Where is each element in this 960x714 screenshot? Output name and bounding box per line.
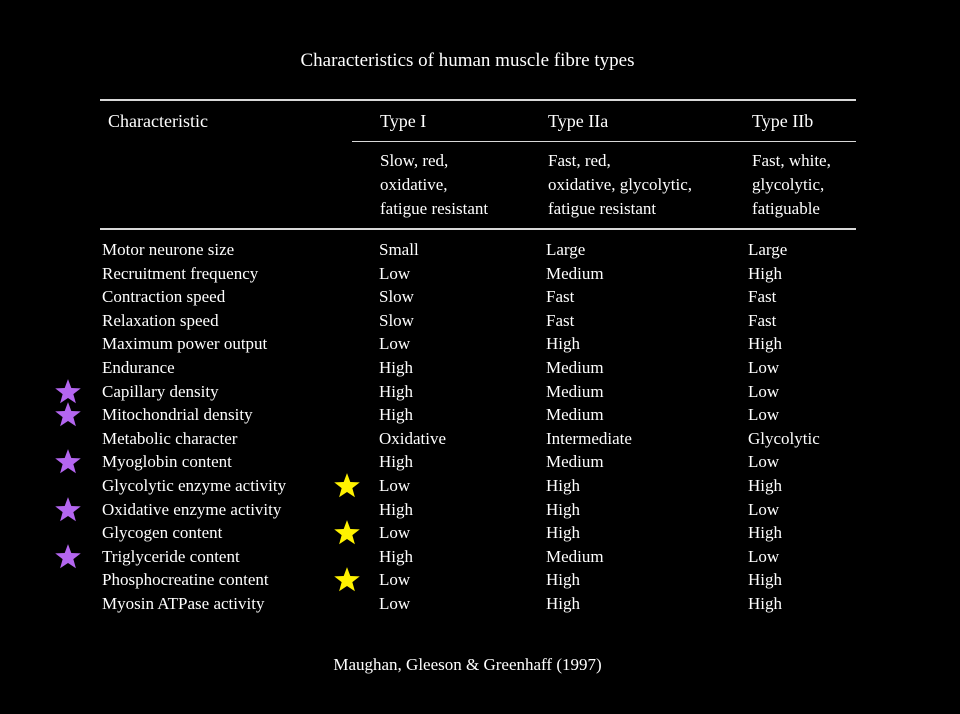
cell-type-2a: Medium — [546, 547, 604, 566]
cell-type-2a: High — [546, 594, 580, 613]
subheader-type-2a — [548, 149, 692, 221]
cell-characteristic: Glycolytic enzyme activity — [102, 476, 287, 495]
table-row — [0, 474, 960, 498]
cell-type-1: High — [379, 500, 413, 519]
cell-type-2b: High — [748, 594, 782, 613]
glycolytic-marker-star-icon — [333, 519, 361, 547]
table-row — [0, 545, 960, 569]
oxidative-marker-star-icon — [54, 401, 82, 429]
cell-type-2a: Fast — [546, 287, 575, 306]
cell-type-2a: High — [546, 570, 580, 589]
cell-type-2b: Fast — [748, 311, 777, 330]
oxidative-marker-star-icon — [54, 543, 82, 571]
cell-type-2a: Medium — [546, 452, 604, 471]
table-row — [0, 568, 960, 592]
header-type-2a: Type IIa — [548, 111, 609, 131]
cell-type-2a: Fast — [546, 311, 575, 330]
table-row — [0, 403, 960, 427]
cell-type-2a: Intermediate — [546, 429, 632, 448]
cell-type-2b: High — [748, 264, 782, 283]
header-type-2b: Type IIb — [752, 111, 814, 131]
cell-characteristic: Metabolic character — [102, 429, 238, 448]
header-characteristic: Characteristic — [108, 111, 208, 131]
table-row — [0, 238, 960, 262]
cell-type-2b: High — [748, 523, 782, 542]
table-row — [0, 356, 960, 380]
cell-type-2b: Low — [748, 405, 780, 424]
table-title: Characteristics of human muscle fibre types — [300, 50, 635, 71]
cell-characteristic: Myosin ATPase activity — [102, 594, 265, 613]
cell-type-2b: Low — [748, 358, 780, 377]
cell-type-1: High — [379, 382, 413, 401]
cell-characteristic: Recruitment frequency — [102, 264, 259, 283]
type-header-divider — [352, 141, 856, 142]
cell-type-2a: Medium — [546, 264, 604, 283]
cell-characteristic: Maximum power output — [102, 334, 268, 353]
cell-type-1: High — [379, 452, 413, 471]
cell-type-2a: Medium — [546, 358, 604, 377]
cell-type-1: Low — [379, 594, 411, 613]
subheader-line: oxidative, — [380, 175, 448, 194]
cell-type-2b: Low — [748, 500, 780, 519]
table-row — [0, 262, 960, 286]
cell-type-2b: Low — [748, 547, 780, 566]
oxidative-marker-star-icon — [54, 496, 82, 524]
subheader-line: glycolytic, — [752, 175, 825, 194]
cell-type-2b: Low — [748, 452, 780, 471]
table-row — [0, 332, 960, 356]
cell-type-2b: Glycolytic — [748, 429, 820, 448]
cell-type-2b: Large — [748, 240, 788, 259]
table-row — [0, 380, 960, 404]
table-row — [0, 450, 960, 474]
subheader-line: Fast, red, — [548, 151, 611, 170]
cell-characteristic: Glycogen content — [102, 523, 223, 542]
cell-type-2a: Large — [546, 240, 586, 259]
cell-type-1: Slow — [379, 287, 414, 306]
table-row — [0, 498, 960, 522]
oxidative-marker-star-icon — [54, 448, 82, 476]
cell-type-1: High — [379, 405, 413, 424]
cell-characteristic: Relaxation speed — [102, 311, 219, 330]
subheader-line: Slow, red, — [380, 151, 449, 170]
cell-type-2b: High — [748, 334, 782, 353]
cell-characteristic: Oxidative enzyme activity — [102, 500, 282, 519]
header-type-1: Type I — [380, 111, 427, 131]
cell-type-2a: High — [546, 500, 580, 519]
cell-type-1: Low — [379, 476, 411, 495]
cell-characteristic: Phosphocreatine content — [102, 570, 269, 589]
glycolytic-marker-star-icon — [333, 472, 361, 500]
subheader-type-2b — [752, 149, 831, 221]
cell-type-1: Low — [379, 570, 411, 589]
subheader-type-1 — [380, 149, 488, 221]
cell-characteristic: Endurance — [102, 358, 175, 377]
subheader-line: fatigue resistant — [548, 199, 657, 218]
glycolytic-marker-star-icon — [333, 566, 361, 594]
cell-type-1: High — [379, 547, 413, 566]
subheader-line: fatigue resistant — [380, 199, 489, 218]
subheader-line: Fast, white, — [752, 151, 831, 170]
cell-type-2b: High — [748, 476, 782, 495]
subheader-line: oxidative, glycolytic, — [548, 175, 692, 194]
cell-characteristic: Myoglobin content — [102, 452, 232, 471]
cell-type-1: Small — [379, 240, 419, 259]
cell-type-1: Low — [379, 334, 411, 353]
cell-type-2a: High — [546, 334, 580, 353]
cell-type-2a: High — [546, 523, 580, 542]
cell-type-2a: High — [546, 476, 580, 495]
cell-characteristic: Mitochondrial density — [102, 405, 253, 424]
cell-type-2b: Low — [748, 382, 780, 401]
cell-characteristic: Motor neurone size — [102, 240, 235, 259]
cell-type-2b: High — [748, 570, 782, 589]
cell-type-1: Low — [379, 523, 411, 542]
table-row — [0, 285, 960, 309]
cell-type-1: Slow — [379, 311, 414, 330]
top-divider — [100, 99, 856, 101]
cell-type-1: Oxidative — [379, 429, 447, 448]
table-row — [0, 592, 960, 616]
subheader-line: fatiguable — [752, 199, 820, 218]
cell-type-2a: Medium — [546, 405, 604, 424]
table-row — [0, 309, 960, 333]
cell-characteristic: Capillary density — [102, 382, 219, 401]
cell-type-2a: Medium — [546, 382, 604, 401]
citation: Maughan, Gleeson & Greenhaff (1997) — [333, 655, 602, 674]
table-row — [0, 521, 960, 545]
cell-type-1: High — [379, 358, 413, 377]
cell-characteristic: Triglyceride content — [102, 547, 240, 566]
subheader-divider — [100, 228, 856, 230]
table-row — [0, 427, 960, 451]
cell-type-1: Low — [379, 264, 411, 283]
cell-type-2b: Fast — [748, 287, 777, 306]
cell-characteristic: Contraction speed — [102, 287, 226, 306]
